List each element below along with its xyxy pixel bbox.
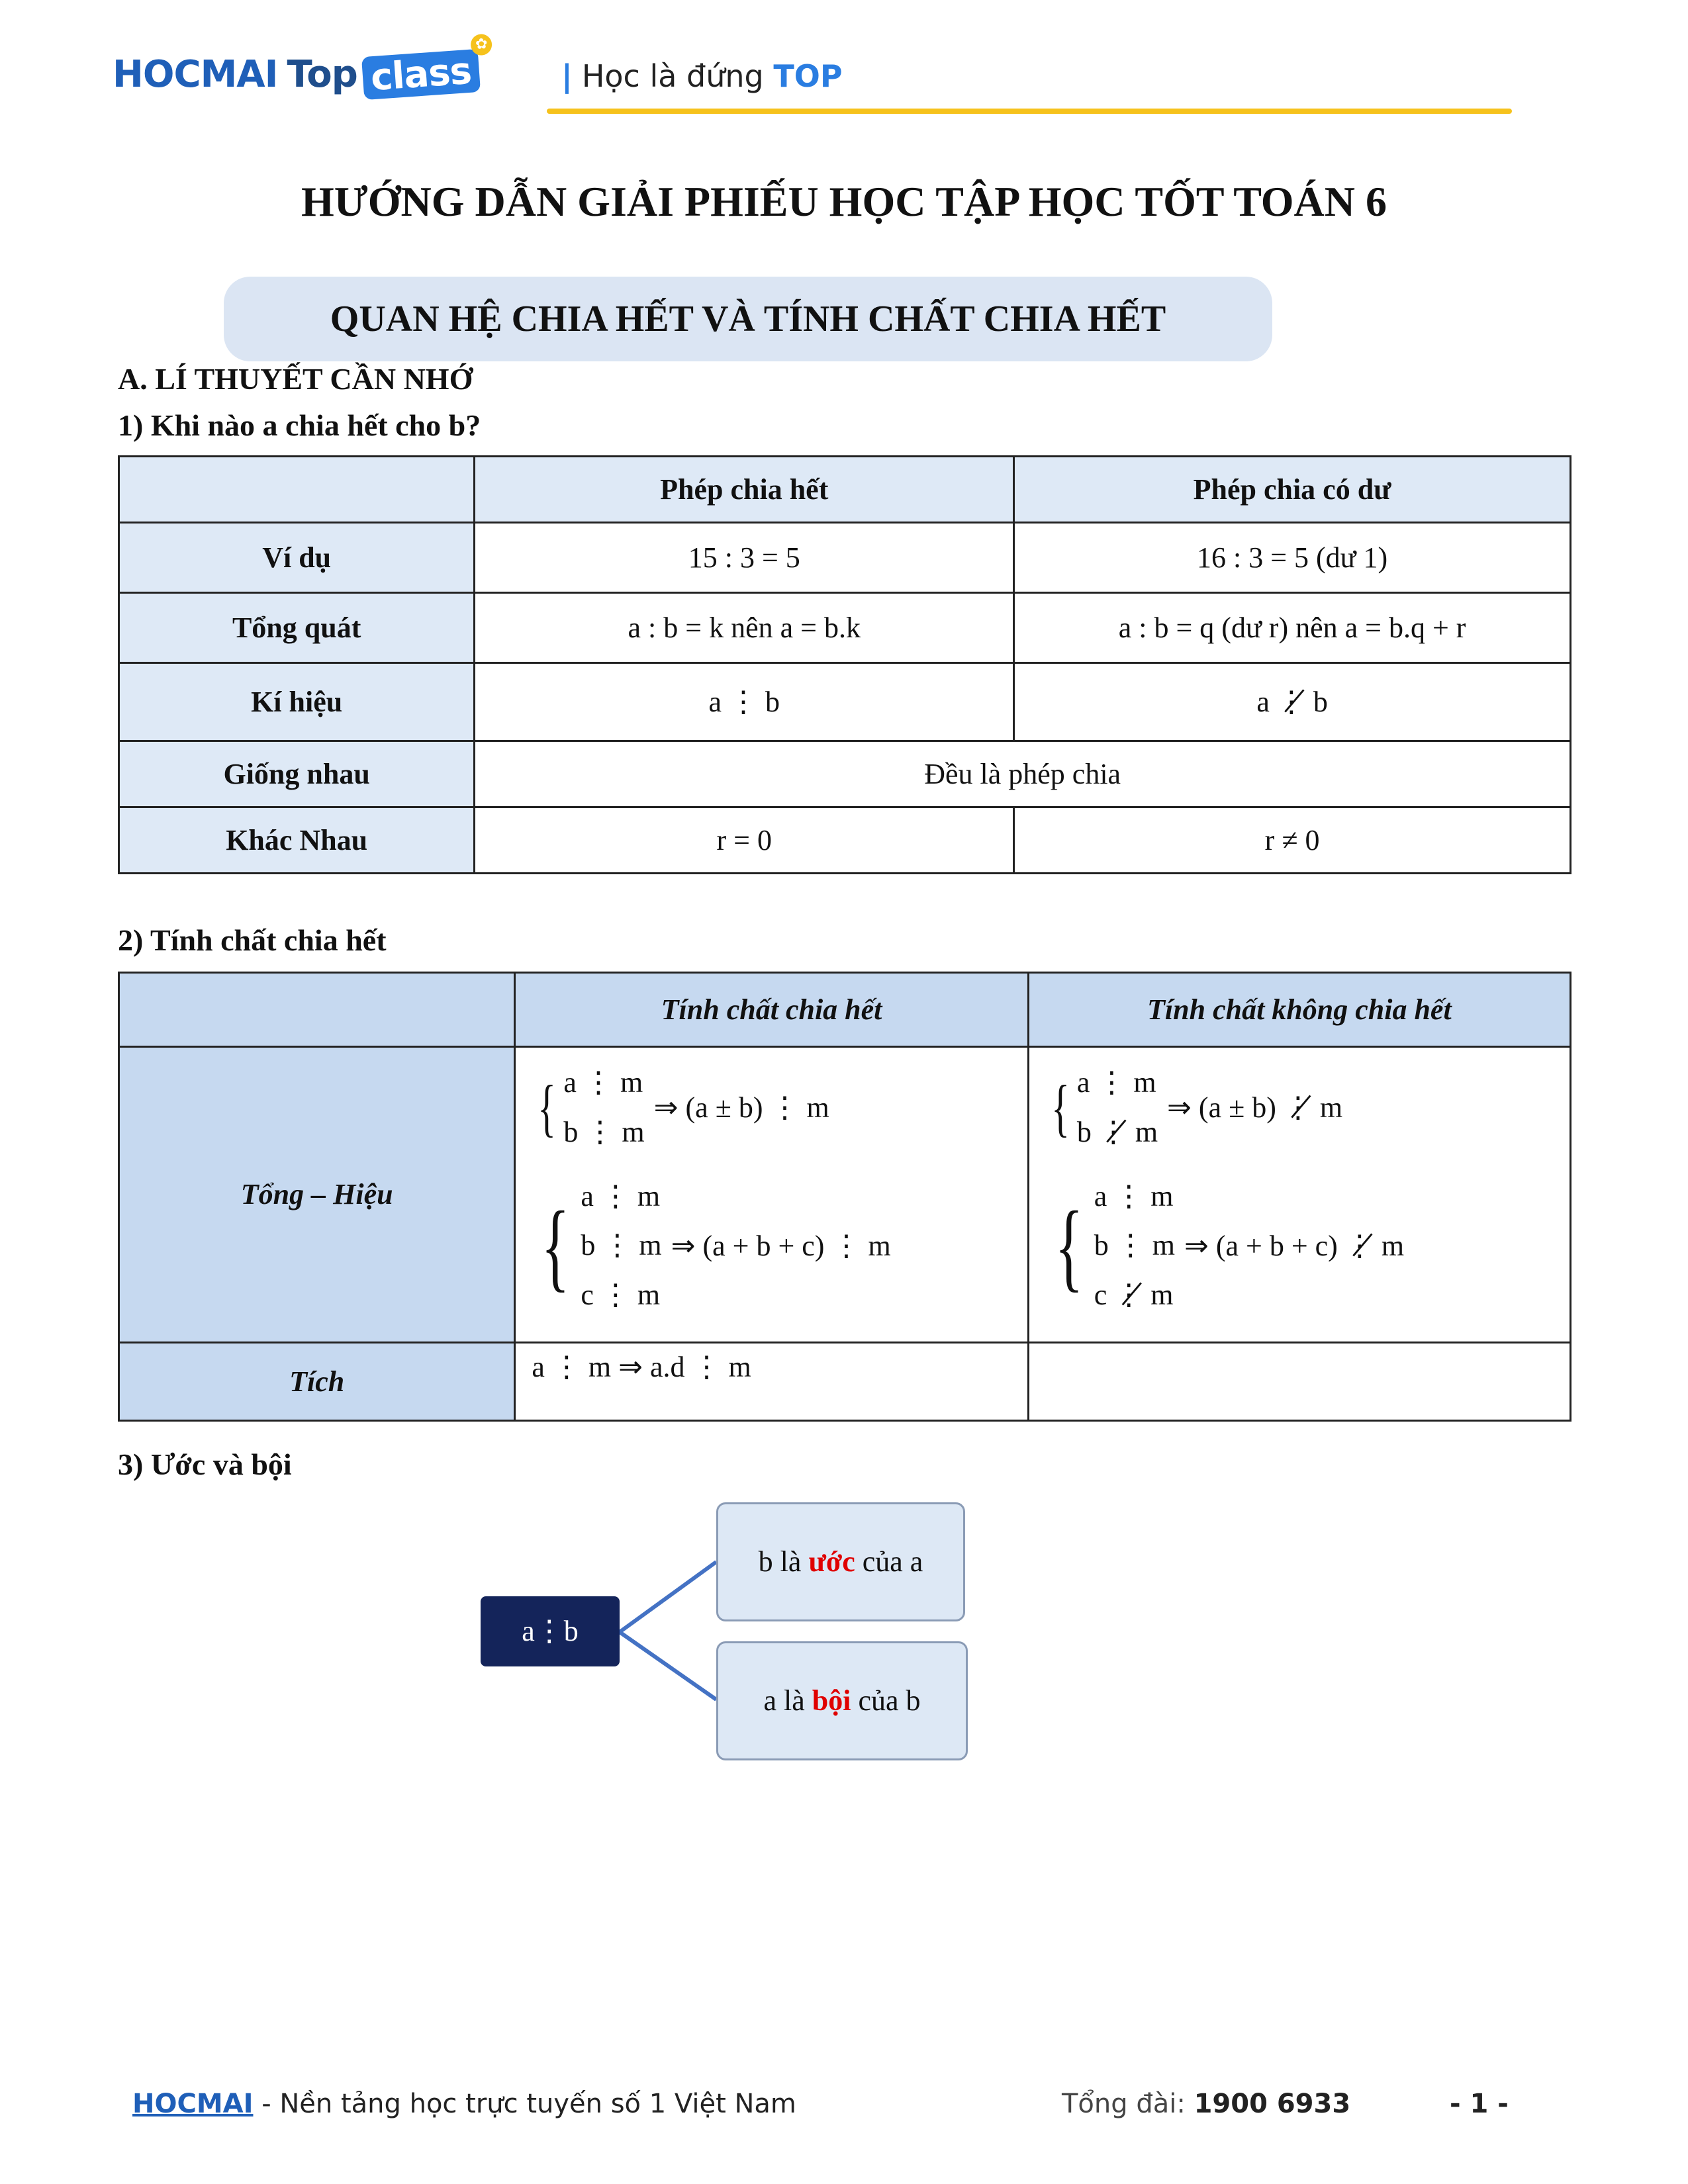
footer-hotline — [1062, 2089, 1350, 2119]
sys-line: a ⋮ m — [1076, 1066, 1156, 1099]
section-1-heading: 1) Khi nào a chia hết cho b? — [118, 408, 481, 442]
hotline-number: 1900 6933 — [1194, 2089, 1351, 2119]
row-label-general: Tổng quát — [119, 593, 475, 663]
divisor-box — [716, 1502, 965, 1621]
sys-line: c ⋮ m — [581, 1279, 661, 1312]
notation-exact: a ⋮ b — [475, 663, 1014, 741]
connector-to-multiple — [620, 1632, 716, 1700]
hotline-label: Tổng đài: — [1062, 2089, 1194, 2119]
slogan-top: TOP — [773, 58, 843, 94]
page-number: - 1 - — [1450, 2089, 1509, 2119]
row-label-sum-difference: Tổng – Hiệu — [119, 1047, 515, 1343]
table1-header-exact: Phép chia hết — [475, 457, 1014, 523]
different-remainder: r ≠ 0 — [1014, 807, 1571, 874]
footer-brand-link[interactable]: HOCMAI — [132, 2089, 254, 2119]
different-exact: r = 0 — [475, 807, 1014, 874]
section-2-heading: 2) Tính chất chia hết — [118, 923, 387, 957]
diagram-root-node: a⋮b — [481, 1596, 620, 1666]
multiple-post: của b — [851, 1684, 921, 1717]
multiple-keyword: bội — [812, 1684, 851, 1717]
footer-left — [132, 2089, 796, 2119]
example-exact: 15 : 3 = 5 — [475, 523, 1014, 593]
sys-line: b ⋮ m — [563, 1115, 645, 1148]
slogan-bar: | — [561, 58, 573, 94]
table1-header-remainder: Phép chia có dư — [1014, 457, 1571, 523]
brace-icon: { — [1051, 1071, 1070, 1143]
row-label-product: Tích — [119, 1342, 515, 1420]
page-title: HƯỚNG DẪN GIẢI PHIẾU HỌC TẬP HỌC TỐT TOÁN 6 — [301, 178, 1387, 225]
notation-remainder: a ⋮̸ b — [1014, 663, 1571, 741]
sys-line: b ⋮ m — [581, 1229, 662, 1262]
divisor-pre: b là — [758, 1545, 809, 1578]
product-divisible: a ⋮ m ⇒ a.d ⋮ m — [515, 1342, 1028, 1420]
general-exact: a : b = k nên a = b.k — [475, 593, 1014, 663]
logo-hocmai-text: HOCMAI — [113, 53, 278, 96]
sys-result: ⇒ (a + b + c) ⋮ m — [671, 1230, 891, 1263]
multiple-pre: a là — [763, 1684, 812, 1717]
general-remainder: a : b = q (dư r) nên a = b.q + r — [1014, 593, 1571, 663]
row-label-example: Ví dụ — [119, 523, 475, 593]
slogan-text: Học là đứng — [581, 58, 774, 94]
connector-to-divisor — [620, 1562, 716, 1632]
row-label-similar: Giống nhau — [119, 741, 475, 807]
section-3-heading: 3) Ước và bội — [118, 1447, 292, 1481]
table2-header-divisible: Tính chất chia hết — [515, 973, 1028, 1047]
sys-result: ⇒ (a ± b) ⋮̸ m — [1167, 1091, 1343, 1124]
footer-tagline: - Nền tảng học trực tuyến số 1 Việt Nam — [253, 2089, 796, 2119]
logo-class-text: class — [369, 49, 473, 100]
brace-icon: { — [538, 1071, 557, 1143]
brace-icon: { — [541, 1191, 570, 1301]
sys-line: a ⋮ m — [1094, 1179, 1174, 1212]
multiple-box — [716, 1641, 968, 1760]
row-label-notation: Kí hiệu — [119, 663, 475, 741]
star-icon: ✿ — [470, 33, 492, 56]
sys-line: c ⋮̸ m — [1094, 1279, 1174, 1312]
similar-merged: Đều là phép chia — [475, 741, 1571, 807]
example-remainder: 16 : 3 = 5 (dư 1) — [1014, 523, 1571, 593]
divisor-post: của a — [855, 1545, 923, 1578]
sys-result: ⇒ (a + b + c) ⋮̸ m — [1184, 1230, 1405, 1263]
sys-line: b ⋮̸ m — [1076, 1115, 1158, 1148]
topic-banner-text: QUAN HỆ CHIA HẾT VÀ TÍNH CHẤT CHIA HẾT — [330, 298, 1166, 340]
table2-header-not-divisible: Tính chất không chia hết — [1028, 973, 1570, 1047]
sys-result: ⇒ (a ± b) ⋮ m — [653, 1091, 829, 1124]
divisor-keyword: ước — [808, 1545, 855, 1578]
sys-line: a ⋮ m — [563, 1066, 643, 1099]
sys-line: a ⋮ m — [581, 1179, 661, 1212]
section-a-heading: A. LÍ THUYẾT CẦN NHỚ — [118, 362, 473, 396]
logo-top-text: Top — [287, 53, 357, 96]
sys-line: b ⋮ m — [1094, 1229, 1175, 1262]
brace-icon: { — [1055, 1191, 1084, 1301]
row-label-different: Khác Nhau — [119, 807, 475, 874]
